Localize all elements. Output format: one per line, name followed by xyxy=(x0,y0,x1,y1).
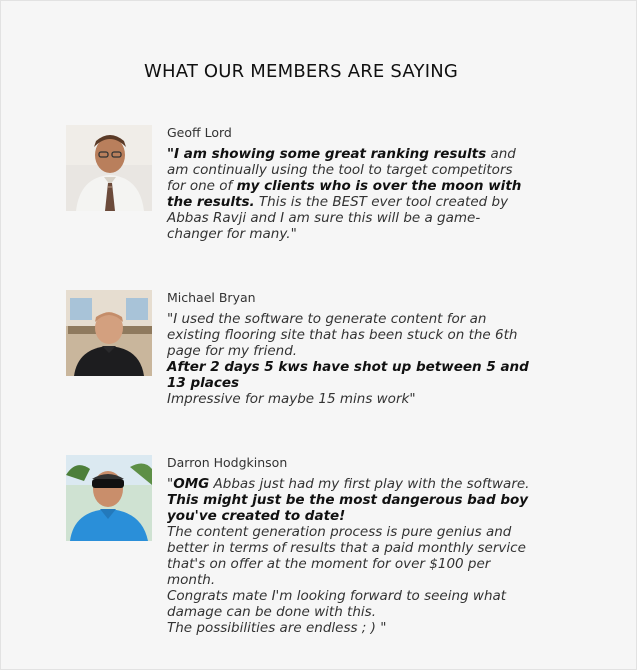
quote-text-bold: After 2 days 5 kws have shot up between 5 and xyxy=(167,359,529,375)
quote-text: Congrats mate I'm looking forward to seeing what xyxy=(167,588,507,604)
quote-text: better in terms of results that a paid monthly service xyxy=(167,540,526,556)
quote-line xyxy=(167,588,547,604)
quote-line xyxy=(167,327,547,343)
quote-text: that's on offer at the moment for over $100 per xyxy=(167,556,491,572)
testimonial-quote xyxy=(167,476,547,636)
quote-text-bold: 13 places xyxy=(167,375,240,391)
quote-text: and xyxy=(486,146,516,162)
quote-text-bold: OMG xyxy=(173,476,210,492)
quote-line xyxy=(167,492,547,508)
avatar xyxy=(66,290,152,376)
quote-text: The content generation process is pure genius and xyxy=(167,524,512,540)
quote-text: Abbas just had my first play with the software. xyxy=(209,476,530,492)
quote-text-bold: " xyxy=(167,146,175,162)
quote-line xyxy=(167,620,547,636)
avatar xyxy=(66,455,152,541)
quote-line xyxy=(167,359,547,375)
testimonial-quote xyxy=(167,311,547,407)
avatar xyxy=(66,125,152,211)
quote-text: damage can be done with this. xyxy=(167,604,376,620)
quote-text-bold: This might just be the most dangerous bad boy xyxy=(167,492,529,508)
quote-text: " xyxy=(167,476,174,492)
quote-text: for one of xyxy=(167,178,237,194)
quote-text-bold: my clients who is over the moon with xyxy=(236,178,522,194)
testimonial-quote xyxy=(167,146,547,242)
quote-text: This is the BEST ever tool created by xyxy=(254,194,509,210)
quote-line xyxy=(167,604,547,620)
quote-line xyxy=(167,146,547,162)
quote-line xyxy=(167,476,547,492)
quote-line xyxy=(167,194,547,210)
quote-line xyxy=(167,178,547,194)
person-photo-icon xyxy=(66,290,152,376)
quote-line xyxy=(167,375,547,391)
quote-line xyxy=(167,226,547,242)
reviewer-name: Geoff Lord xyxy=(167,125,232,140)
quote-line xyxy=(167,556,547,572)
quote-text-bold: the results. xyxy=(167,194,255,210)
quote-text: "I used the software to generate content for an xyxy=(167,311,487,327)
quote-line xyxy=(167,572,547,588)
person-photo-icon xyxy=(66,125,152,211)
quote-text: month. xyxy=(167,572,216,588)
quote-line xyxy=(167,391,547,407)
quote-text: page for my friend. xyxy=(167,343,298,359)
quote-text-bold: you've created to date! xyxy=(167,508,346,524)
quote-line xyxy=(167,343,547,359)
quote-line xyxy=(167,508,547,524)
quote-text: Impressive for maybe 15 mins work" xyxy=(167,391,416,407)
quote-text: changer for many." xyxy=(167,226,297,242)
quote-line xyxy=(167,311,547,327)
reviewer-name: Michael Bryan xyxy=(167,290,256,305)
quote-line xyxy=(167,524,547,540)
quote-text: am continually using the tool to target competitors xyxy=(167,162,513,178)
quote-text: existing flooring site that has been stuck on the 6th xyxy=(167,327,518,343)
reviewer-name: Darron Hodgkinson xyxy=(167,455,288,470)
quote-text: Abbas Ravji and I am sure this will be a game- xyxy=(167,210,481,226)
section-heading: WHAT OUR MEMBERS ARE SAYING xyxy=(143,61,459,82)
quote-line xyxy=(167,162,547,178)
quote-line xyxy=(167,210,547,226)
person-photo-icon xyxy=(66,455,152,541)
quote-text-bold: I am showing some great ranking results xyxy=(174,146,487,162)
quote-line xyxy=(167,540,547,556)
quote-text: The possibilities are endless ; ) " xyxy=(167,620,387,636)
